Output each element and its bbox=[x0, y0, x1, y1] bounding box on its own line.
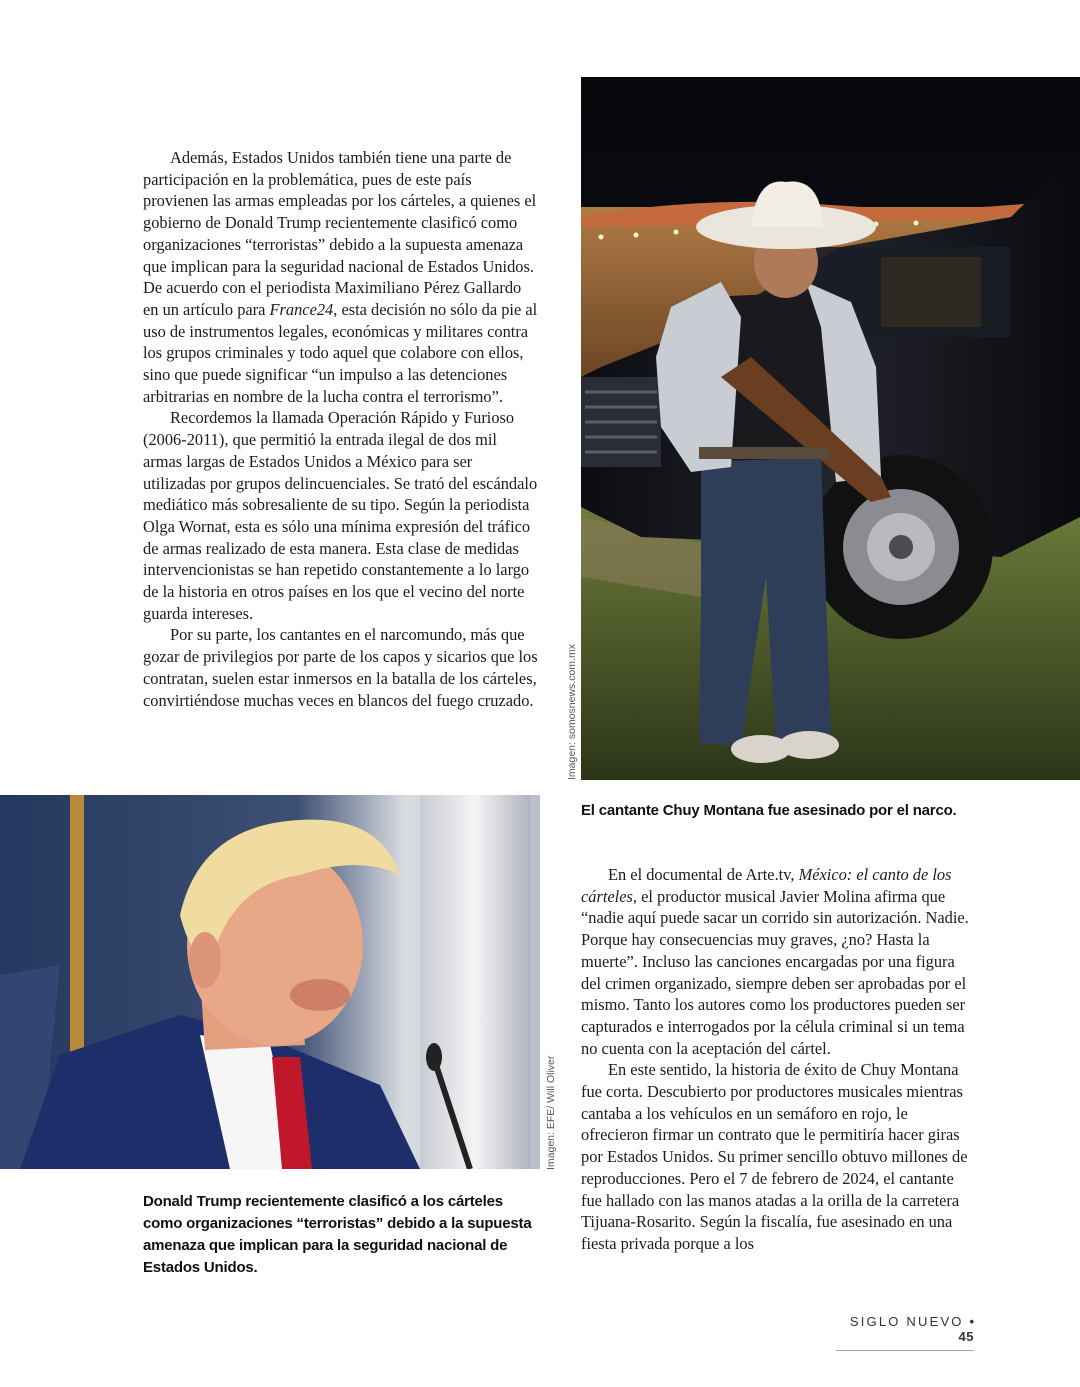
donald-trump-illustration bbox=[0, 795, 540, 1169]
page-folio bbox=[836, 1314, 974, 1351]
article-column-left bbox=[143, 147, 539, 711]
article-column-right bbox=[581, 864, 977, 1255]
photo-donald-trump bbox=[0, 795, 540, 1169]
page-number: 45 bbox=[958, 1329, 974, 1344]
magazine-name: SIGLO NUEVO bbox=[849, 1314, 964, 1329]
paragraph bbox=[143, 147, 539, 407]
paragraph: En este sentido, la historia de éxito de Chuy Montana fue corta. Descubierto por productores musicales mientras cantaba a los vehículos en un semáforo en rojo, le ofrecieron firmar un contrato que le permitiría hacer giras por Estados Unidos. Su primer sencillo obtuvo millones de reproducciones. Pero el 7 de febrero de 2024, el cantante fue hallado con las manos atadas a la orilla de la carretera Tijuana-Rosarito. Según la fiscalía, fue asesinado en una fiesta privada porque a los bbox=[581, 1060, 968, 1253]
paragraph-text: En el documental de Arte.tv, bbox=[608, 865, 799, 884]
paragraph-text: Además, Estados Unidos también tiene una parte de participación en la problemática, pues de este país provienen las armas empleadas por los cárteles, a quienes el gobierno de Donald Trump recientemente clasificó como organizaciones “terroristas” debido a la supuesta amenaza que implican para la seguridad nacional de Estados Unidos. De acuerdo con el periodista Maximiliano Pérez Gallardo en un artículo para bbox=[143, 148, 537, 319]
paragraph: Recordemos la llamada Operación Rápido y Furioso (2006-2011), que permitió la entrada ilegal de dos mil armas largas de Estados Unidos a México para ser utilizadas por grupos delincuenciales. Se trató del escándalo mediático más sobresaliente de su tipo. Según la periodista Olga Wornat, esta es sólo una mínima expresión del tráfico de armas realizado de esta manera. Esta clase de medidas intervencionistas se han repetido constantemente a lo largo de la historia en otros países en los que el vecino del norte guarda intereses. bbox=[143, 408, 538, 623]
photo-caption: Donald Trump recientemente clasificó a los cárteles como organizaciones “terroristas” debido a la supuesta amenaza que implican para la seguridad nacional de Estados Unidos. bbox=[143, 1193, 532, 1276]
photo-credit: Imagen: somosnews.com.mx bbox=[566, 644, 578, 780]
paragraph-text: , esta decisión no sólo da pie al uso de instrumentos legales, económicas y militares contra los grupos criminales y todo aquel que colabore con ellos, sino que puede significar “un impulso a las detenciones arbitrarias en nombre de la lucha contra el terrorismo”. bbox=[143, 299, 538, 406]
italic-documentary-title: México: el canto de los cárteles bbox=[581, 865, 952, 906]
folio-separator: • bbox=[969, 1314, 974, 1329]
photo-credit: Imagen: EFE/ Will Oliver bbox=[545, 1055, 557, 1170]
italic-source-name: France24 bbox=[269, 299, 334, 319]
paragraph: Por su parte, los cantantes en el narcomundo, más que gozar de privilegios por parte de los capos y sicarios que los contratan, suelen estar inmersos en la batalla de los cárteles, convirtiéndose muchas veces en blancos del fuego cruzado. bbox=[143, 625, 538, 710]
chuy-montana-illustration bbox=[581, 77, 1080, 780]
paragraph-text: , el productor musical Javier Molina afirma que “nadie aquí puede sacar un corrido sin autorización. Nadie. Porque hay consecuencias muy graves, ¿no? Hasta la muerte”. Incluso las canciones encargadas por una figura del crimen organizado, siempre deben ser aprobadas por el mismo. Tanto los autores como los productores pueden ser capturados e interrogados por la célula criminal si un tema no cuenta con la aceptación del cártel. bbox=[581, 886, 969, 1058]
photo-caption: El cantante Chuy Montana fue asesinado por el narco. bbox=[581, 802, 957, 819]
photo-chuy-montana bbox=[581, 77, 1080, 780]
paragraph bbox=[581, 864, 977, 1059]
